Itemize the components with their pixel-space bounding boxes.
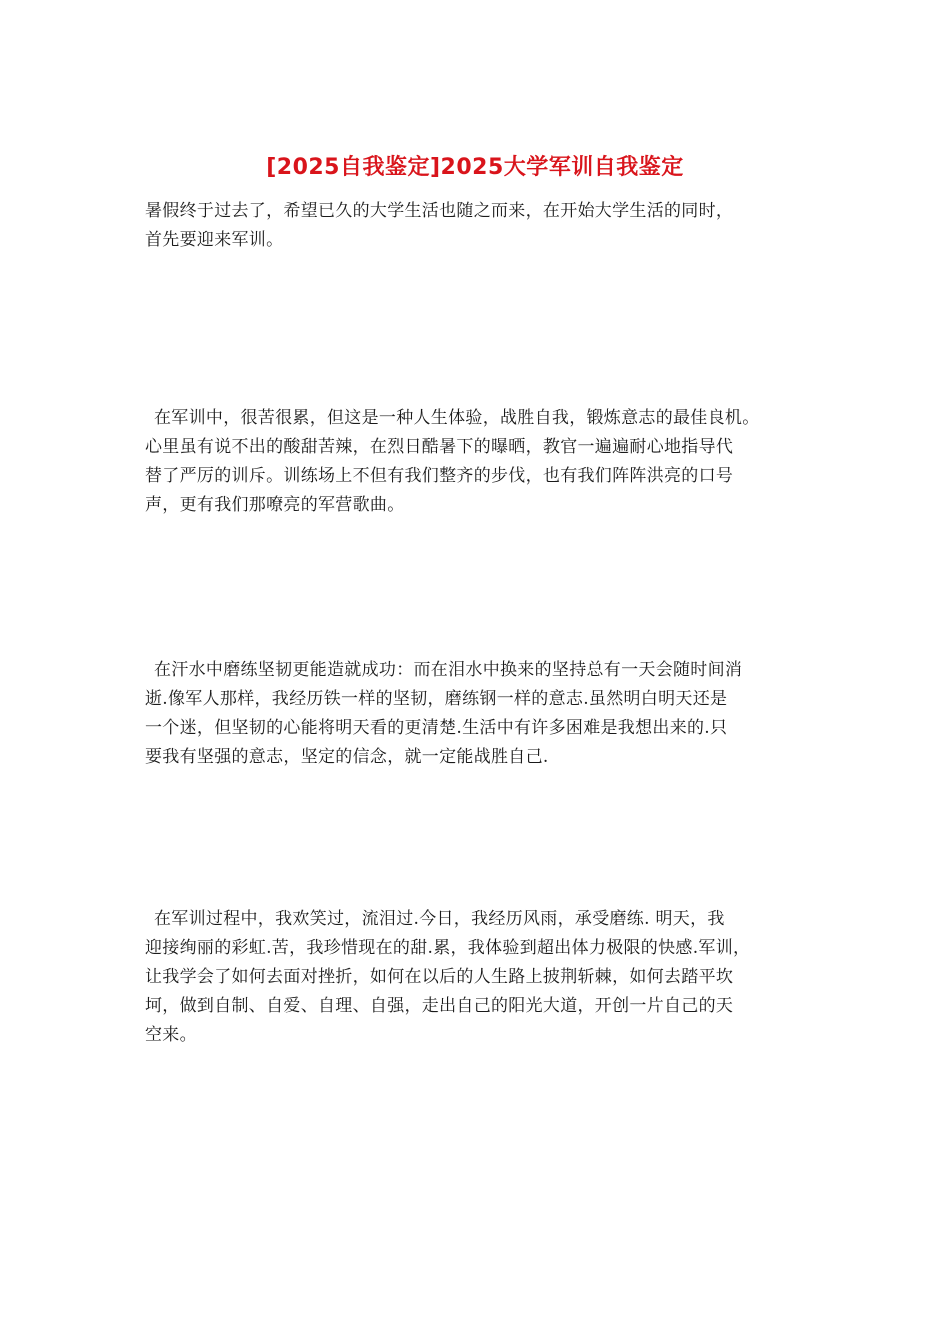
paragraph-1	[145, 197, 825, 255]
paragraph-line: 让我学会了如何去面对挫折，如何在以后的人生路上披荆斩棘，如何去踏平坎	[145, 967, 734, 987]
paragraph-3	[145, 656, 825, 772]
paragraph-line: 在汗水中磨练坚韧更能造就成功：而在泪水中换来的坚持总有一天会随时间消	[154, 660, 743, 680]
paragraph-line: 首先要迎来军训。	[145, 230, 284, 250]
document-title: [2025自我鉴定]2025大学军训自我鉴定	[266, 155, 684, 180]
paragraph-line: 替了严厉的训斥。训练场上不但有我们整齐的步伐，也有我们阵阵洪亮的口号	[145, 466, 734, 486]
paragraph-4	[145, 905, 825, 1050]
paragraph-line: 逝.像军人那样，我经历铁一样的坚韧，磨练钢一样的意志.虽然明白明天还是	[145, 689, 728, 709]
paragraph-line: 空来。	[145, 1025, 197, 1045]
paragraph-line: 坷，做到自制、自爱、自理、自强，走出自己的阳光大道，开创一片自己的天	[145, 996, 734, 1016]
paragraph-line: 迎接绚丽的彩虹.苦，我珍惜现在的甜.累，我体验到超出体力极限的快感.军训，	[145, 938, 751, 958]
paragraph-line: 要我有坚强的意志，坚定的信念，就一定能战胜自己.	[145, 747, 549, 767]
paragraph-2	[145, 404, 825, 520]
paragraph-line: 在军训过程中，我欢笑过，流泪过.今日，我经历风雨，承受磨练. 明天，我	[154, 909, 725, 929]
paragraph-line: 在军训中，很苦很累，但这是一种人生体验，战胜自我，锻炼意志的最佳良机。	[154, 408, 760, 428]
paragraph-line: 心里虽有说不出的酸甜苦辣，在烈日酷暑下的曝晒，教官一遍遍耐心地指导代	[145, 437, 734, 457]
paragraph-line: 暑假终于过去了，希望已久的大学生活也随之而来，在开始大学生活的同时，	[145, 201, 734, 221]
paragraph-line: 一个迷，但坚韧的心能将明天看的更清楚.生活中有许多困难是我想出来的.只	[145, 718, 728, 738]
paragraph-line: 声，更有我们那嘹亮的军营歌曲。	[145, 495, 405, 515]
